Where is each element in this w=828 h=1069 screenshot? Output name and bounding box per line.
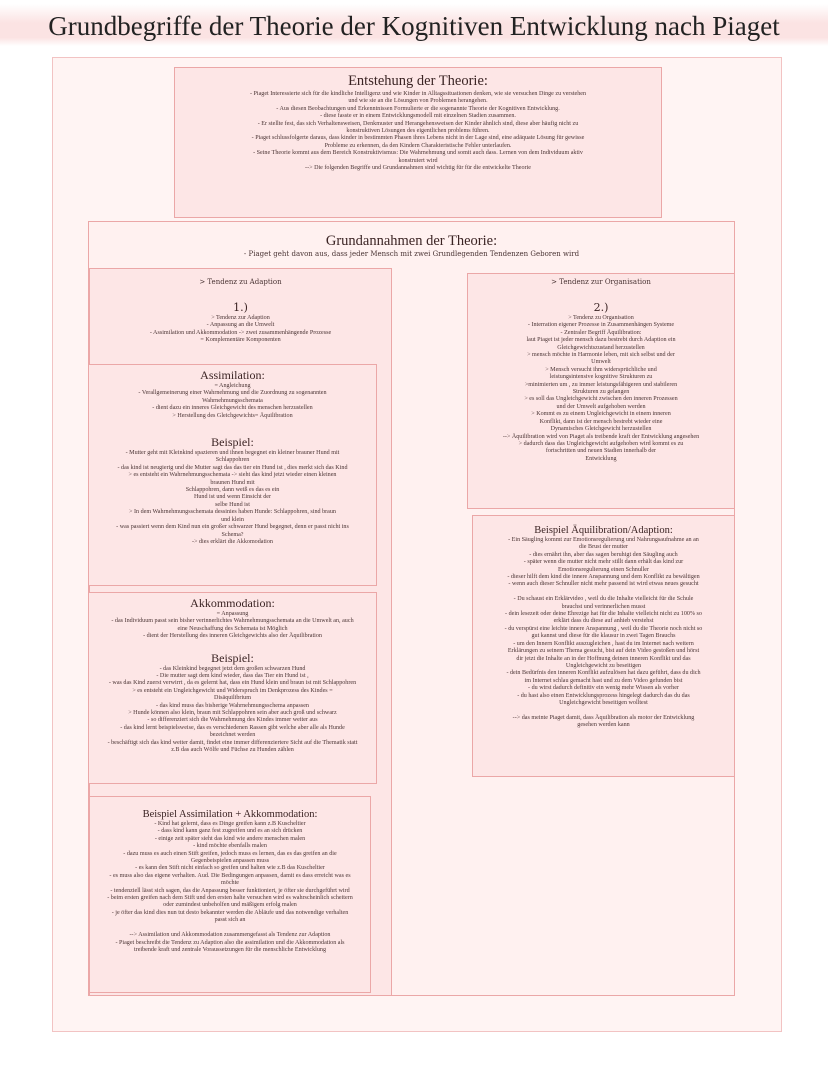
text-line: > Kommt es zu einem Ungleichgewicht in einem inneren: [531, 411, 671, 418]
text-line: Schema?: [221, 531, 244, 538]
text-line: - später wenn die mutter nicht mehr stillt dann erhält das kind zur: [523, 559, 684, 566]
text-line: z.B das auch Wölfe und Füchse zu Hunden zählen: [171, 747, 294, 754]
text-line: > Tendenz zur Adaption: [211, 315, 270, 321]
text-line: - kind möchte ebenfalls malen: [193, 843, 267, 850]
text-line: braunen Hund mit: [210, 479, 255, 486]
text-line: = Anpassung: [216, 611, 249, 617]
adaption-header: > Tendenz zu Adaption: [199, 278, 282, 286]
page-title: Grundbegriffe der Theorie der Kognitiven Entwicklung nach Piaget: [0, 4, 828, 46]
text-line: und wie sie an die Lösungen von Problemen herangehen.: [348, 98, 488, 105]
text-line: eine Neuschaffung des Schemata ist Möglich: [177, 625, 288, 632]
assimilation-beispiel-heading: Beispiel:: [211, 435, 254, 450]
text-line: bezeichnet werden: [209, 732, 256, 739]
text-line: > In dem Wahrnehmungsschemata dessinies haben Hunde: Schlappohren, sind braun: [129, 509, 336, 516]
beispiel-aequi-text: [473, 537, 734, 730]
text-line: - je öfter das kind dies nun tut desto bekannter werden die Abläufe und das notwendige verhalten: [111, 909, 349, 916]
text-line: oder zumindest unbeholfen und mäßigem erfolg malen: [163, 902, 297, 909]
text-line: - Aus diesen Beobachtungen und Erkenntnissen Formulierte er die sogenannte Theorie der Kognitiven Entwicklung.: [276, 105, 560, 112]
text-line: - das kind ist neugierig und die Mutter sagt das das tier ein Hund ist , dies merkt sich das Kind: [117, 464, 348, 471]
text-line: - beim ersten greifen nach dem Stift und den ersten halte versuchen wird es wahrscheinlich scheitern: [107, 895, 353, 902]
text-line: - was passiert wenn dem Kind nun ein großer schwarzer Hund begegnet, denn er passt nicht ins: [116, 524, 349, 531]
akkommodation-text: [89, 611, 376, 641]
text-line: im Internet schlau gemacht hast und zu dem Video gefunden bist: [524, 677, 683, 684]
text-line: >minimierten um , zu immer leistungsfähigeren und stabileren: [524, 381, 678, 388]
text-line: [90, 925, 370, 932]
text-line: - Assimilation und Akkommodation -> zwei zusammenhängende Prozesse: [149, 329, 332, 336]
text-line: - das kind muss das bisherige Wahrnehmungsschema anpassen: [156, 702, 309, 709]
text-line: - beschäftigt sich das kind weiter damit, findet eine immer differenziertere Sicht auf die Thematik statt: [107, 739, 358, 746]
text-line: Wahrnehmungsschemata: [202, 397, 263, 404]
text-line: - wenn auch dieser Schnuller nicht mehr passend ist wird etwas neues gesucht: [508, 581, 699, 588]
beispiel-ass-akk-heading: Beispiel Assimilation + Akkommodation:: [142, 809, 318, 820]
text-line: - Die mutter sagt dem kind wieder, dass das Tier ein Hund ist ,: [156, 673, 309, 680]
text-line: - Kind hat gelernt, dass es Dinge greifen kann z.B Kuscheltier: [154, 821, 306, 827]
text-line: leistungsintensive kognitive Strukturen zu: [549, 374, 653, 381]
text-line: und der Umwelt aufgehoben werden: [556, 403, 646, 410]
text-line: > Herstellung des Gleichgewichts= Äquilibration: [172, 412, 293, 419]
text-line: fortschritten und neuen Stadien innerhalb der: [545, 448, 657, 455]
text-line: - Du schaust ein Erklärvideo , weil du die Inhalte vielleicht für die Schule: [513, 596, 694, 603]
text-line: die Brust der mutter: [579, 544, 628, 551]
text-line: erklärt dass du diese auf anhieb verstehst: [553, 618, 654, 625]
text-line: und klein: [221, 516, 244, 523]
assimilation-text: [89, 383, 376, 420]
text-line: passt sich an: [214, 917, 246, 924]
text-line: Schlappohren, dann weiß es das es ein: [185, 487, 280, 494]
text-line: gut kannst und diese für die klausur in zwei Tagen Brauchs: [531, 633, 676, 640]
text-line: brauchst und verinnerlichen musst: [561, 603, 646, 610]
text-line: - dein lesezeit oder deine Ehrezige hat für die Inhalte vielleicht nicht zu 100% so: [505, 611, 702, 618]
organisation-column: [467, 273, 735, 509]
entstehung-heading: Entstehung der Theorie:: [348, 73, 488, 89]
beispiel-aequilibration-box: [472, 515, 735, 777]
text-line: --> Die folgenden Begriffe und Grundannahmen sind wichtig für für die entwickelte Theorie: [305, 165, 531, 172]
text-line: Ungleichgewicht zu beseitigen: [565, 662, 642, 669]
grundannahmen-heading: Grundannahmen der Theorie:: [325, 233, 498, 249]
text-line: = Angleichung: [214, 383, 251, 389]
text-line: Schlappohren: [215, 457, 250, 464]
text-line: konstruiert wird: [398, 157, 438, 164]
text-line: Probleme zu erkennen, da den Kindern Charakteristische Fehler unterlaufen.: [324, 142, 512, 149]
assimilation-beispiel-text: [89, 450, 376, 546]
text-line: --> Äquilibration wird von Piaget als treibende kraft der Entwicklung angesehen: [502, 433, 700, 440]
text-line: - Ein Säugling kommt zur Emotionsregulierung und Nahrungsaufnahme an an: [508, 537, 699, 543]
text-line: - Piaget beschreibt die Tendenz zu Adaption also die assimilation und die Akkommodation als: [115, 939, 345, 946]
entstehung-box: [174, 67, 662, 218]
text-line: - Seine Theorie kommt aus dem Bereich Konstruktivismus: Die Wahrnehmung und somit auch dass. Lernen von dem Individuum aktiv: [253, 150, 583, 157]
text-line: Emotionsregulierung einen Schnuller: [557, 566, 650, 573]
akkommodation-box: [88, 592, 377, 784]
text-line: - dass kind kann ganz fest zugreifen und es an sich drücken: [157, 828, 303, 835]
text-line: - dient der Herstellung des inneren Gleichgewichts also der Äquilibration: [143, 633, 322, 640]
adaption-text: [90, 315, 391, 345]
text-line: Dynamisches Gleichgewicht herzustellen: [550, 426, 652, 433]
akkommodation-heading: Akkommodation:: [190, 596, 275, 610]
entstehung-text: [175, 91, 661, 172]
text-line: > dadurch dass das Ungleichgewicht aufgehoben wird kommt es zu: [518, 440, 684, 447]
beispiel-ass-akk-text: [90, 821, 370, 954]
text-line: Erklärungen zu seinem Thema gesucht, bist auf dein Video gestoßen und hörst: [507, 648, 700, 655]
text-line: treibende kraft und zentrale Voraussetzungen für die menschliche Entwicklung: [134, 946, 326, 953]
text-line: Gleichgewichtszustand herzustellen: [557, 344, 645, 351]
text-line: - dazu muss es auch einen Stift greifen, jedoch muss es lernen, das es das greifen an die: [123, 850, 337, 857]
text-line: - es kann den Stift nicht einfach so greifen und halten wie z.B das Kuscheltier: [135, 865, 325, 872]
text-line: - das Individuum passt sein bisher verinnerlichtes Wahrnehmungsschemata an die Umwelt an, auch: [111, 618, 354, 625]
text-line: Umwelt: [591, 359, 611, 366]
text-line: > mensch möchte in Harmonie leben, mit sich selbst und der: [527, 352, 675, 359]
text-line: - dein Bedürfnis den inneren Konflikt aufzulösen hat dazu geführt, dass du dich: [506, 670, 701, 677]
text-line: > es entsteht ein Wahrnehmungsschemata -> sieht das kind jetzt wieder einen kleinen: [128, 472, 337, 479]
text-line: - dies ernährt ihn, aber das sagen beruhigt den Säugling auch: [529, 551, 678, 558]
text-line: --> das meinte Piaget damit, dass Äquilibration als motor der Entwicklung: [512, 714, 695, 721]
grundannahmen-subtitle: - Piaget geht davon aus, dass jeder Mensch mit zwei Grundlegenden Tendenzen Geboren wird: [243, 250, 580, 258]
text-line: - Interration eigener Prozesse in Zusammenhängen Systeme: [527, 322, 675, 329]
text-line: Ungleichgewicht beseitigen wolltest: [559, 699, 648, 706]
text-line: - so differenziert sich die Wahrnehmung des Kindes immer weiter aus: [147, 717, 318, 724]
text-line: -> dies erklärt die Akkomodation: [192, 538, 273, 545]
text-line: - dient dazu ein inneres Gleichgewicht des menschen herzustellen: [152, 405, 313, 412]
text-line: = Komplementäre Komponenten: [200, 337, 281, 344]
text-line: Entwicklung: [585, 455, 617, 462]
text-line: - das kind lernt beispielsweise, das es verschiedenen Rassen gibt welche aber alle als Hunde: [120, 724, 345, 731]
text-line: selbe Hund ist: [215, 501, 250, 508]
text-line: - Anpassung an die Umwelt: [206, 322, 275, 329]
text-line: - es muss also das eigene verhalten. Aud. Die Bedingungen anpassen, damit es dass erreicht was es: [109, 872, 351, 879]
text-line: --> Assimilation und Akkommodation zusammengefasst als Tendenz zur Adaption: [129, 932, 331, 939]
text-line: Hund ist und wenn Einsicht der: [193, 494, 271, 501]
text-line: [473, 707, 734, 714]
text-line: > Tendenz zu Organisation: [568, 315, 634, 321]
text-line: - Er stellte fest, das sich Verhaltensweisen, Denkmuster und Herangehensweisen der Kinder ähnlich sind, diese aber häufig nicht zu: [257, 120, 579, 127]
text-line: möchte: [221, 880, 239, 887]
text-line: - was das Kind zuerst verwirrt , da es gelernt hat, dass ein Hund klein und braun ist mit Schlappohren: [108, 680, 357, 687]
text-line: - einige zeit später sieht das kind wie andere menschen malen: [154, 835, 306, 842]
organisation-number: 2.): [593, 301, 609, 314]
text-line: konstruktiven Lösungen des eigentlichen problems führen.: [346, 128, 490, 135]
text-line: Gegenbeispielen anpassen muss: [190, 858, 270, 865]
adaption-number: 1.): [233, 301, 248, 314]
text-line: - Zentraler Begriff Äquilibration:: [560, 329, 642, 336]
text-line: - diese fasste er in einem Entwicklungsmodell mit einzelnen Stadien zusammen.: [320, 113, 516, 120]
beispiel-aequi-heading: Beispiel Äquilibration/Adaption:: [534, 525, 673, 536]
beispiel-assimilation-akkommodation-box: [89, 796, 371, 993]
text-line: Disäquilibrium: [214, 695, 251, 702]
text-line: - du verspürst eine leichte innere Anspannung , weil du die Theorie noch nicht so: [504, 625, 703, 632]
text-line: - Piaget schlussfolgerte daraus, dass kinder in bestimmten Phasen ihres Lebens nicht in der Lage sind, eine adäquate Lösung für gewisse: [251, 135, 585, 142]
text-line: > es soll das Ungleichgewicht zwischen den inneren Prozessen: [524, 396, 678, 403]
text-line: > Hunde können also klein, braun mit Schlappohren sein aber auch groß und schwarz: [128, 710, 337, 717]
text-line: - dieser hilft dem kind die innere Anspannung und dem Konflikt zu bewältigen: [507, 574, 700, 581]
text-line: - Verallgemeinerung einer Wahrnehmung und die Zuordnung zu sogenannten: [138, 390, 327, 397]
assimilation-box: [88, 364, 377, 586]
text-line: laut Piaget ist jeder mensch dazu bestrebt durch Adaption ein: [526, 337, 676, 344]
text-line: > es entsteht ein Ungleichgewicht und Widerspruch im Denkprozess des Kindes =: [132, 687, 333, 694]
akkommodation-beispiel-text: [89, 666, 376, 755]
organisation-text: [468, 315, 734, 463]
text-line: dir jetzt die Inhalte an in der Hoffnung deinen inneren Konflikt und das: [516, 655, 691, 662]
text-line: - um den Innern Konflikt auszugleichen , hast du im Internet nach weitern: [513, 640, 694, 647]
assimilation-heading: Assimilation:: [200, 368, 265, 382]
text-line: gesehen werden kann: [577, 722, 630, 729]
text-line: - du hast also einen Entwicklungsprozess hingelegt dadurch das du das: [517, 692, 690, 699]
text-line: - Mutter geht mit Kleinkind spazieren und ihnen begegnet ein kleiner brauner Hund mit: [125, 450, 340, 457]
text-line: - Piaget Interessierte sich für die kindliche Intelligenz und wie Kinder in Alltagssituationen denken, wie sie versuchen Dinge zu verstehen: [249, 91, 587, 97]
text-line: - das Kleinkind begegnet jetzt dem großen schwarzen Hund: [159, 665, 306, 672]
text-line: Strukturen zu gelangen: [572, 389, 630, 396]
text-line: - du wirst dadurch definitiv ein wenig mehr Wissen als vorher: [528, 685, 679, 692]
organisation-header: > Tendenz zur Organisation: [551, 278, 651, 286]
text-line: - tendenziell lässt sich sagen, das die Anpassung besser funktioniert, je öfter sie durchgeführt wird: [110, 887, 350, 894]
text-line: > Mensch versucht ihm widersprüchliche und: [545, 366, 657, 373]
text-line: Konflikt, dann ist der mensch bestrebt wieder eine: [539, 418, 663, 425]
akkommodation-beispiel-heading: Beispiel:: [211, 650, 254, 665]
